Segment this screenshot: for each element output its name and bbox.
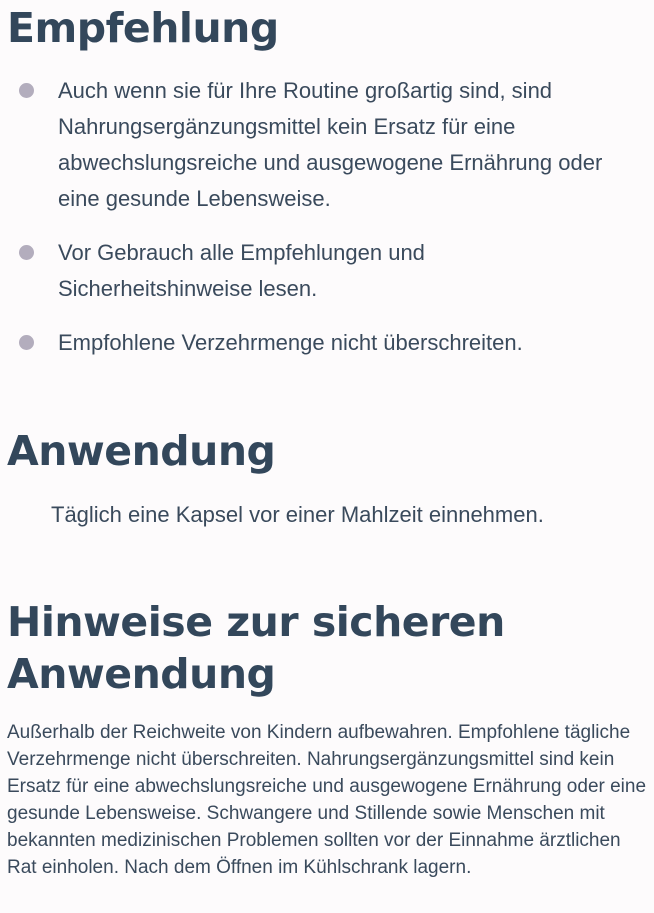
bullet-dot-icon [19,83,34,98]
recommendation-list [0,73,654,379]
recommendation-item-text: Auch wenn sie für Ihre Routine großartig sind, sind Nahrungsergänzungsmittel kein Ersatz für eine abwechslungsreiche und ausgewogene Ernährung oder eine gesunde Lebensweise. [58,78,603,211]
bullet-dot-icon [19,335,34,350]
safety-heading: Hinweise zur sicheren Anwendung [7,598,505,698]
recommendation-heading: Empfehlung [7,4,279,52]
recommendation-item-text: Empfohlene Verzehrmenge nicht überschreiten. [58,330,523,355]
recommendation-item-text: Vor Gebrauch alle Empfehlungen und Sicherheitshinweise lesen. [58,240,425,301]
safety-text: Außerhalb der Reichweite von Kindern aufbewahren. Empfohlene tägliche Verzehrmenge nicht überschreiten. Nahrungsergänzungsmittel sind kein Ersatz für eine abwechslungsreiche und ausgewogene Ernährung oder eine gesunde Lebensweise. Schwangere und Stillende sowie Menschen mit bekannten medizinischen Problemen sollten vor der Einnahme ärztlichen Rat einholen. Nach dem Öffnen im Kühlschrank lagern. [7,722,647,878]
recommendation-item [0,325,654,361]
bullet-dot-icon [19,245,34,260]
recommendation-item [0,73,654,217]
usage-heading: Anwendung [7,427,276,475]
usage-text: Täglich eine Kapsel vor einer Mahlzeit einnehmen. [51,502,544,527]
recommendation-item [0,235,654,307]
